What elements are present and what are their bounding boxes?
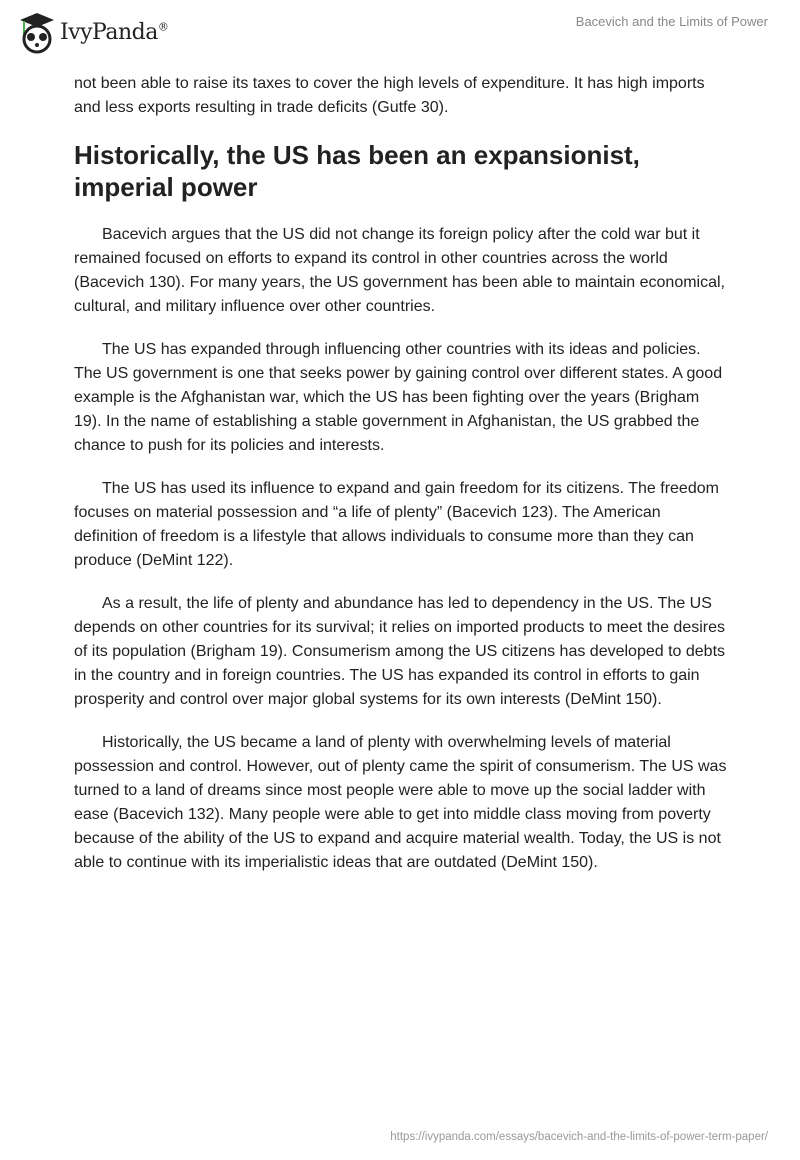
source-url[interactable]: https://ivypanda.com/essays/bacevich-and-the-limits-of-power-term-paper/: [390, 1131, 768, 1143]
document-title: Bacevich and the Limits of Power: [575, 14, 768, 29]
registered-mark: ®: [157, 20, 169, 34]
paragraph: The US has used its influence to expand and gain freedom for its citizens. The freedom focuses on material possession and “a life of plenty” (Bacevich 123). The American definition of freedom is a lifestyle that allows individuals to consume more than they can produce (DeMint 122).: [74, 480, 719, 569]
paragraph: As a result, the life of plenty and abundance has led to dependency in the US. The US depends on other countries for its survival; it relies on imported products to meet the desires of its population (Brigham 19). Consumerism among the US citizens has developed to debts in the country and in foreign countries. The US has expanded its control in efforts to gain prosperity and control over major global systems for its own interests (DeMint 150).: [74, 595, 726, 708]
logo-wordmark: IvyPanda: [60, 19, 158, 45]
panda-graduate-icon: [18, 10, 56, 54]
paragraph: Historically, the US became a land of plenty with overwhelming levels of material possession and control. However, out of plenty came the spirit of consumerism. The US was turned to a land of dreams since most people were able to move up the social ladder with ease (Bacevich 132). Many people were able to get into middle class moving from poverty because of the ability of the US to expand and acquire material wealth. Today, the US is not able to continue with its imperialistic ideas that are outdated (DeMint 150).: [74, 734, 727, 871]
lead-paragraph: not been able to raise its taxes to cover the high levels of expenditure. It has high imports and less exports resulting in trade deficits (Gutfe 30).: [74, 75, 705, 116]
paragraph: The US has expanded through influencing other countries with its ideas and policies. The US government is one that seeks power by gaining control over different states. A good example is the Afghanistan war, which the US has been fighting over the years (Brigham 19). In the name of establishing a stable government in Afghanistan, the US grabbed the chance to push for its policies and interests.: [74, 341, 723, 454]
section-heading: Historically, the US has been an expansionist, imperial power: [74, 140, 640, 202]
essay-content: [74, 72, 729, 894]
logo-text: [60, 20, 168, 45]
header: [0, 0, 800, 60]
paragraph: Bacevich argues that the US did not change its foreign policy after the cold war but it remained focused on efforts to expand its control in other countries across the world (Bacevich 130). For many years, the US government has been able to maintain economical, cultural, and military influence over other countries.: [74, 226, 725, 315]
ivypanda-logo[interactable]: [18, 10, 168, 54]
